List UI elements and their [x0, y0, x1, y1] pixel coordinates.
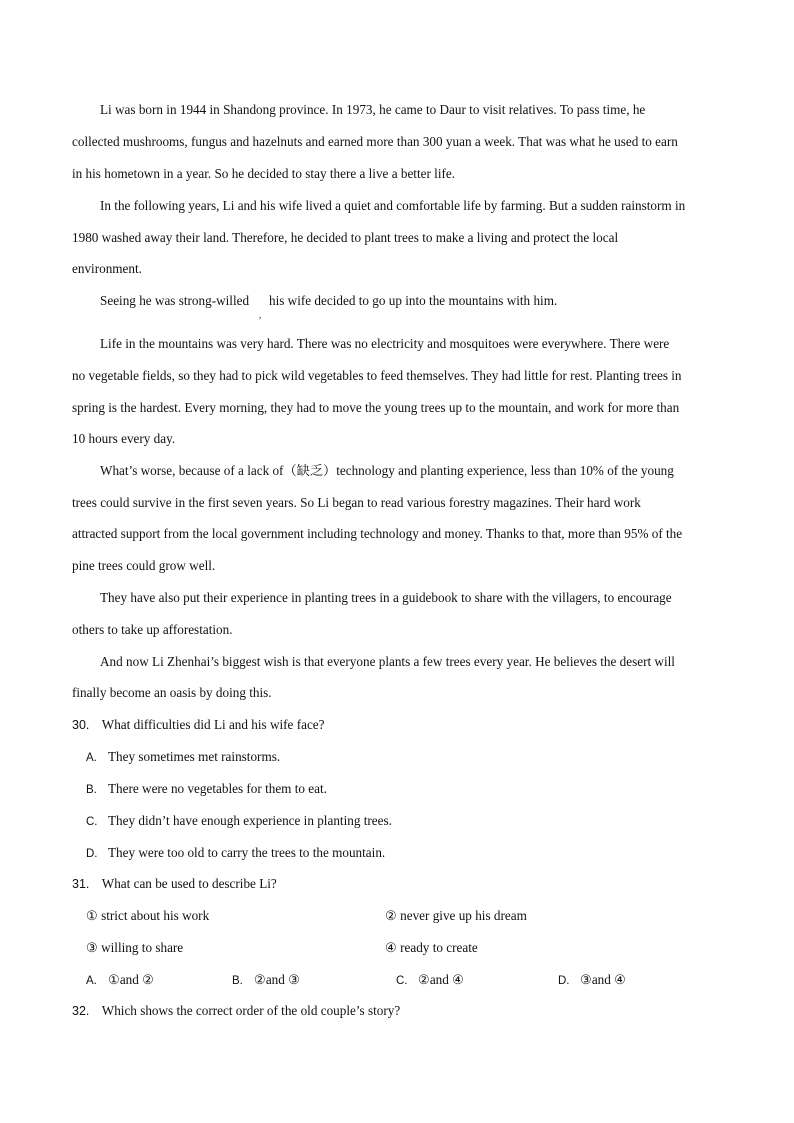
- option-30-b[interactable]: B. There were no vegetables for them to eat.: [86, 781, 327, 796]
- option-30-d[interactable]: D. They were too old to carry the trees to the mountain.: [86, 845, 386, 860]
- passage-text-line: no vegetable fields, so they had to pick wild vegetables to feed themselves. They had little for rest. Planting trees in: [72, 368, 682, 383]
- passage-text-line: his wife decided to go up into the mountains with him.: [269, 293, 558, 308]
- option-30-c[interactable]: C. They didn’t have enough experience in planting trees.: [86, 813, 392, 828]
- passage-text-line: In the following years, Li and his wife lived a quiet and comfortable life by farming. But a sudden rainstorm in: [100, 198, 686, 213]
- question-text: What difficulties did Li and his wife face?: [101, 717, 325, 732]
- passage-text-line: And now Li Zhenhai’s biggest wish is that everyone plants a few trees every year. He believes the desert will: [100, 654, 675, 669]
- passage-text-line: attracted support from the local government including technology and money. Thanks to that, more than 95% of the: [72, 526, 683, 541]
- passage-text-line: trees could survive in the first seven years. So Li began to read various forestry magazines. Their hard work: [72, 495, 641, 510]
- option-31-a[interactable]: A. ①and ②: [86, 972, 154, 987]
- passage-text-line: Li was born in 1944 in Shandong province. In 1973, he came to Daur to visit relatives. To pass time, he: [100, 102, 646, 117]
- question-number: 32.: [72, 1004, 90, 1018]
- stray-comma: ,: [259, 310, 262, 320]
- passage-text-line: They have also put their experience in planting trees in a guidebook to share with the villagers, to encourage: [100, 590, 672, 605]
- option-30-a[interactable]: A. They sometimes met rainstorms.: [86, 749, 281, 764]
- question-text: Which shows the correct order of the old couple’s story?: [101, 1003, 401, 1018]
- passage-text-line: 1980 washed away their land. Therefore, he decided to plant trees to make a living and protect the local: [72, 230, 619, 245]
- option-31-c[interactable]: C. ②and ④: [396, 972, 464, 987]
- question-text: What can be used to describe Li?: [101, 876, 277, 891]
- option-31-d[interactable]: D. ③and ④: [558, 972, 626, 987]
- passage-text-line: 10 hours every day.: [72, 431, 176, 446]
- passage-text-line: pine trees could grow well.: [72, 558, 216, 573]
- passage-text-line: Life in the mountains was very hard. There was no electricity and mosquitoes were everywhere. There were: [100, 336, 670, 351]
- statement-item-3: ③ willing to share: [86, 940, 184, 955]
- question-32: [72, 1001, 732, 1021]
- statement-item-1: ① strict about his work: [86, 908, 210, 923]
- passage-text-line: What’s worse, because of a lack of（缺乏）technology and planting experience, less than 10% of the young: [100, 463, 674, 478]
- statement-item-4: ④ ready to create: [385, 940, 478, 955]
- option-31-b[interactable]: B. ②and ③: [232, 972, 300, 987]
- passage-text-line: Seeing he was strong-willed: [100, 293, 250, 308]
- question-number: 30.: [72, 718, 90, 732]
- question-30: [72, 715, 732, 735]
- passage-text-line: others to take up afforestation.: [72, 622, 233, 637]
- passage-text-line: environment.: [72, 261, 142, 276]
- question-number: 31.: [72, 877, 90, 891]
- statement-item-2: ② never give up his dream: [385, 908, 527, 923]
- passage-text-line: in his hometown in a year. So he decided to stay there a live a better life.: [72, 166, 456, 181]
- passage-text-line: spring is the hardest. Every morning, they had to move the young trees up to the mountain, and work for more than: [72, 400, 680, 415]
- passage-text-line: finally become an oasis by doing this.: [72, 685, 272, 700]
- passage-text-line: collected mushrooms, fungus and hazelnuts and earned more than 300 yuan a week. That was what he used to earn: [72, 134, 678, 149]
- question-31: [72, 874, 732, 894]
